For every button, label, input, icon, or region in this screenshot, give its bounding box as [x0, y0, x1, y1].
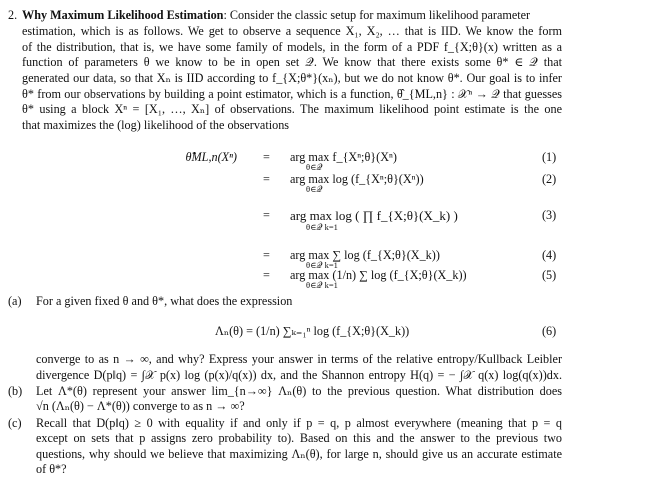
- equation-equals: =: [263, 172, 270, 186]
- equation-subscript: θ∈𝒬: [306, 162, 323, 172]
- part-c-text: of θ*?: [36, 462, 67, 476]
- equation-equals: =: [263, 248, 270, 262]
- intro-line: of the distribution, that is, we have some family of models, in the form of a PDF f_{X;θ}(x) written as a: [22, 40, 562, 54]
- equation-5: [0, 268, 647, 290]
- part-c-label: (c): [8, 416, 22, 430]
- equation-rhs: Λₙ(θ) = (1/n) ∑ₖ₌₁ⁿ log (f_{X;θ}(X_k)): [215, 324, 410, 338]
- problem-title: Why Maximum Likelihood Estimation: [22, 8, 224, 22]
- part-a-label: (a): [8, 294, 22, 308]
- equation-number: (6): [542, 324, 557, 338]
- intro-line: θ* from our observations by building a point estimator, which is a function, θ̂_{ML,n} : 𝒳ⁿ → 𝒬 that guesses: [22, 87, 562, 101]
- problem-number: 2.: [8, 8, 18, 22]
- part-a-text: converge to as n → ∞, and why? Express your answer in terms of the relative entropy/Kullback Leibler: [36, 352, 562, 366]
- intro-line-1: [22, 8, 562, 23]
- equation-lhs: θ̂ML,n(Xⁿ): [185, 150, 237, 164]
- part-b-text: Let Λ*(θ) represent your answer lim_{n→∞} Λₙ(θ) to the previous question. What distribution does: [36, 384, 562, 398]
- equation-equals: =: [263, 268, 270, 282]
- equation-rhs: arg max ∑ log (f_{X;θ}(X_k)): [290, 248, 440, 262]
- equation-rhs: arg max (1/n) ∑ log (f_{X;θ}(X_k)): [290, 268, 467, 282]
- part-c-text: except on sets that p assigns zero probability to). Based on this and the answer to the previous two: [36, 431, 562, 445]
- equation-equals: =: [263, 150, 270, 164]
- equation-number: (1): [542, 150, 557, 164]
- equation-subscript: θ∈𝒬 k=1: [306, 280, 338, 290]
- part-c-text: questions, why should we believe that maximizing Λₙ(θ), for large n, should give us an accurate estimate: [36, 447, 562, 461]
- intro-line: estimation, which is as follows. We get to observe a sequence X₁, X₂, … that is IID. We know the form: [22, 24, 562, 38]
- equation-4: [0, 248, 647, 270]
- part-b-text: √n (Λₙ(θ) − Λ*(θ)) converge to as n → ∞?: [36, 399, 245, 413]
- intro-text: : Consider the classic setup for maximum likelihood parameter: [223, 8, 531, 22]
- part-b-label: (b): [8, 384, 23, 398]
- equation-number: (3): [542, 208, 557, 222]
- equation-equals: =: [263, 208, 270, 222]
- part-a-text: divergence D(p‖q) = ∫𝒳 p(x) log (p(x)/q(x)) dx, and the Shannon entropy H(q) = − ∫𝒳 q(x) log(q(x))dx.: [36, 368, 562, 382]
- part-a-text: For a given fixed θ and θ*, what does the expression: [36, 294, 293, 308]
- equation-number: (4): [542, 248, 557, 262]
- intro-line: θ* using a block Xⁿ = [X₁, …, Xₙ] of observations. The maximum likelihood point estimate is the one: [22, 102, 562, 116]
- equation-number: (5): [542, 268, 557, 282]
- intro-line: generated our data, so that Xₙ is IID according to f_{X;θ*}(xₙ), but we do not know θ*. Our goal is to infer: [22, 71, 562, 85]
- equation-1: [0, 150, 647, 172]
- equation-subscript: θ∈𝒬: [306, 184, 323, 194]
- equation-rhs: arg max log ( ∏ f_{X;θ}(X_k) ): [290, 208, 458, 223]
- intro-line: function of parameters θ we know to be in open set 𝒬. We know that there exists some θ* ∈ 𝒬 that: [22, 55, 562, 69]
- equation-3: [0, 208, 647, 232]
- equation-subscript: θ∈𝒬 k=1: [306, 260, 338, 270]
- intro-line: that maximizes the (log) likelihood of the observations: [22, 118, 290, 132]
- equation-rhs: arg max log (f_{Xⁿ;θ}(Xⁿ)): [290, 172, 424, 186]
- equation-6: [0, 324, 647, 340]
- equation-2: [0, 172, 647, 194]
- equation-rhs: arg max f_{Xⁿ;θ}(Xⁿ): [290, 150, 397, 164]
- equation-number: (2): [542, 172, 557, 186]
- equation-subscript: θ∈𝒬 k=1: [306, 222, 338, 232]
- part-c-text: Recall that D(p‖q) ≥ 0 with equality if and only if p = q, p almost everywhere (meaning that p = q: [36, 416, 562, 430]
